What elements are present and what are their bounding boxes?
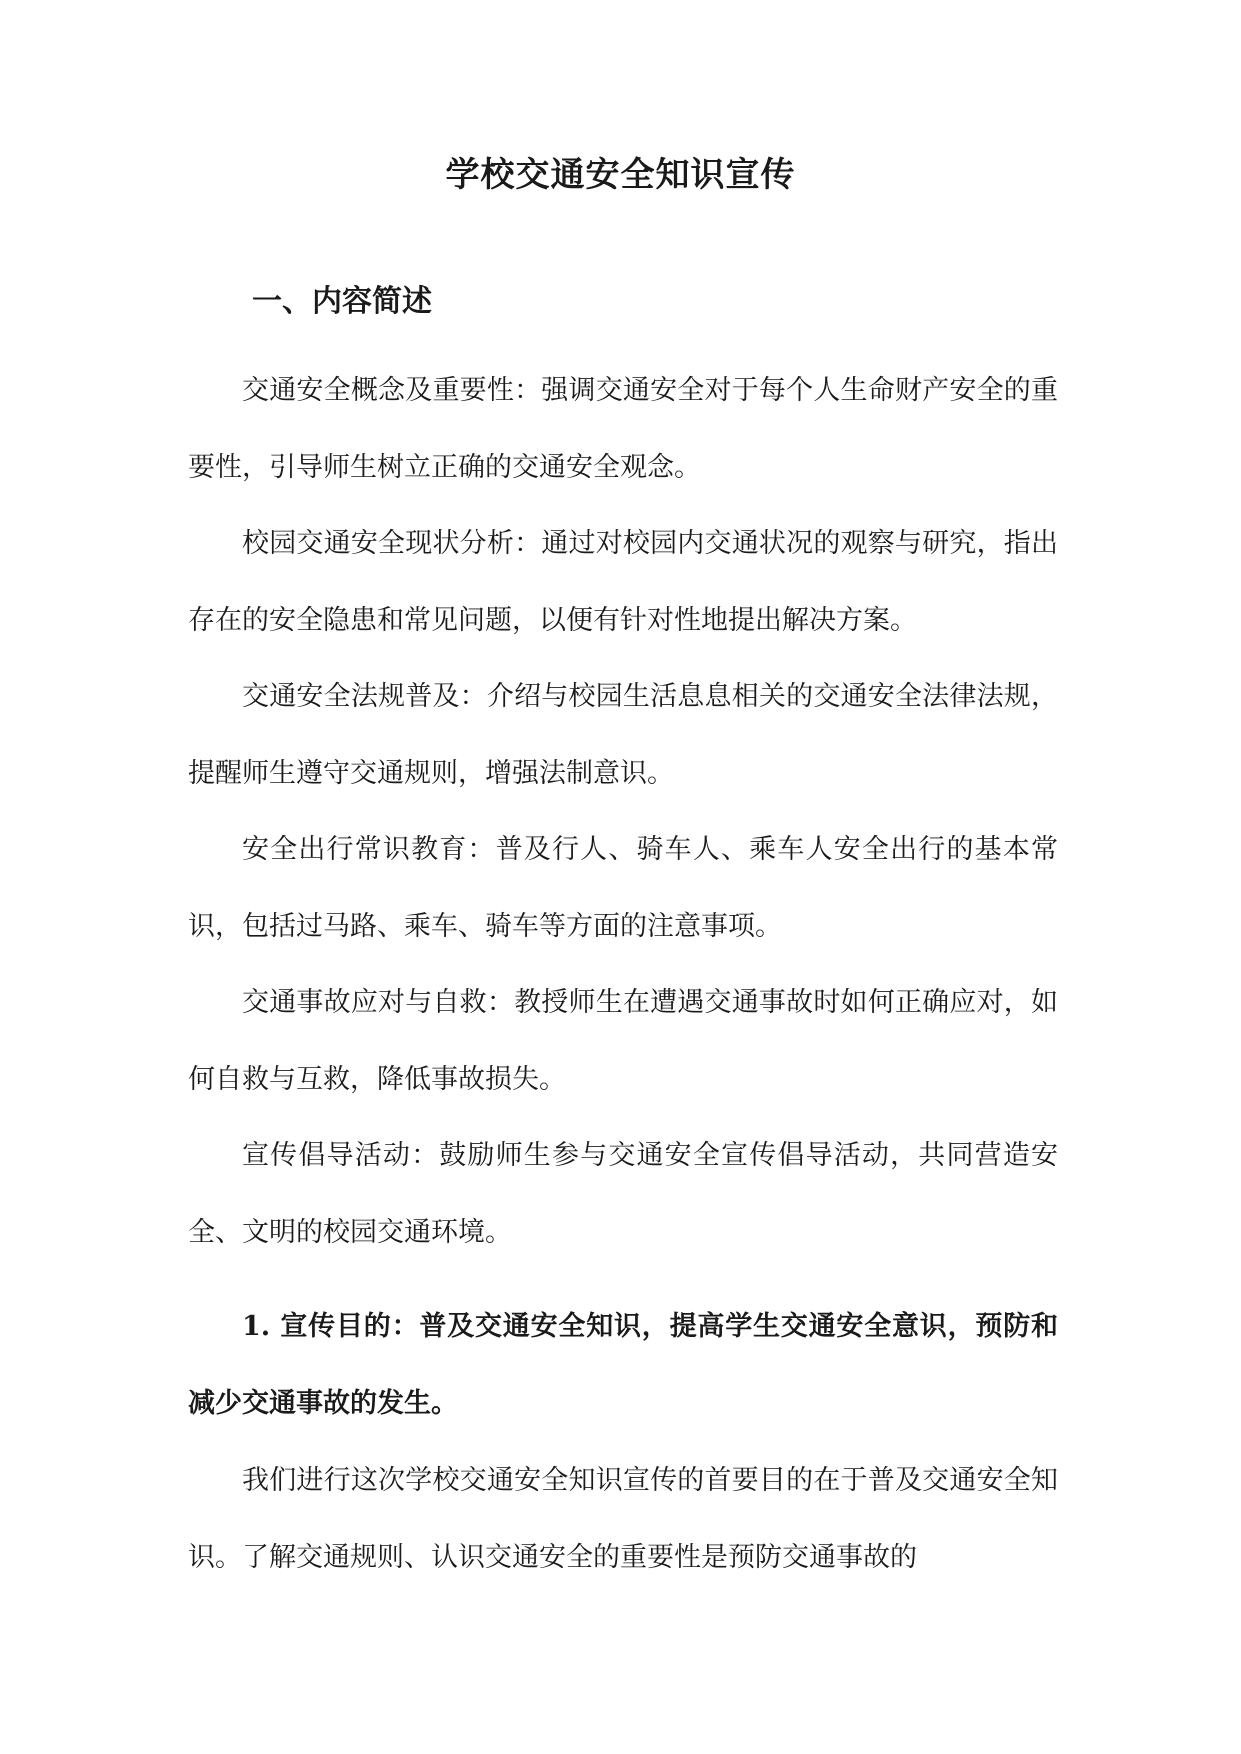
paragraph-accident-response (188, 964, 1058, 1118)
paragraph-text: 宣传倡导活动：鼓励师生参与交通安全宣传倡导活动，共同营造安全、文明的校园交通环境。 (188, 1140, 1058, 1248)
paragraph-text: 安全出行常识教育：普及行人、骑车人、乘车人安全出行的基本常识，包括过马路、乘车、骑车等方面的注意事项。 (188, 834, 1058, 942)
paragraph-text: 我们进行这次学校交通安全知识宣传的首要目的在于普及交通安全知识。了解交通规则、认识交通安全的重要性是预防交通事故的 (188, 1465, 1058, 1573)
paragraph-text: 交通安全概念及重要性：强调交通安全对于每个人生命财产安全的重要性，引导师生树立正确的交通安全观念。 (188, 375, 1058, 483)
numbered-heading-text: 1. 宣传目的：普及交通安全知识，提高学生交通安全意识，预防和减少交通事故的发生。 (188, 1311, 1058, 1419)
section-heading: 一、内容简述 (252, 284, 432, 319)
paragraph-text: 校园交通安全现状分析：通过对校园内交通状况的观察与研究，指出存在的安全隐患和常见问题，以便有针对性地提出解决方案。 (188, 528, 1058, 636)
paragraph-text: 交通安全法规普及：介绍与校园生活息息相关的交通安全法律法规，提醒师生遵守交通规则，增强法制意识。 (188, 681, 1058, 789)
paragraph-campus-status-analysis (188, 505, 1058, 659)
paragraph-advocacy-activities (188, 1117, 1058, 1271)
paragraph-regulations (188, 658, 1058, 812)
paragraph-purpose-detail (188, 1442, 1058, 1596)
paragraph-traffic-safety-concept (188, 352, 1058, 506)
paragraph-travel-common-sense (188, 811, 1058, 965)
document-title: 学校交通安全知识宣传 (445, 155, 796, 195)
paragraph-text: 交通事故应对与自救：教授师生在遭遇交通事故时如何正确应对，如何自救与互救，降低事故损失。 (188, 987, 1058, 1095)
numbered-heading-purpose (188, 1288, 1058, 1442)
